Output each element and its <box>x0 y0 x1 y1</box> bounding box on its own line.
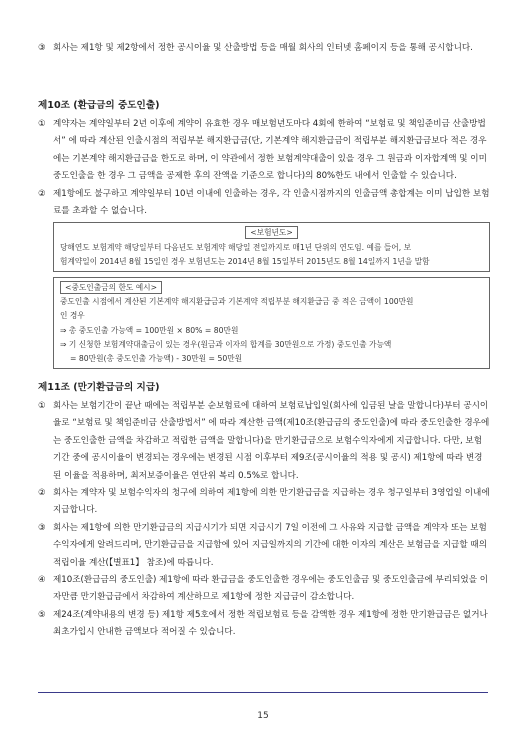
clause-number: ② <box>38 488 46 499</box>
clause-item <box>38 572 490 607</box>
clause-item <box>38 520 490 572</box>
box-line: 중도인출 시점에서 계산된 기본계약 해지환급금과 기본계약 적립부분 해지환급금 중 적은 금액이 100만원 <box>60 297 414 307</box>
box-line: 험계약일이 2014년 8월 15일인 경우 보험년도는 2014년 8월 15일부터 2015년도 8월 14일까지 1년을 말함 <box>60 256 430 266</box>
box-line: = 80만원(총 중도인출 가능액) - 30만원 = 50만원 <box>70 354 243 364</box>
box-line: 당해연도 보험계약 해당일부터 다음년도 보험계약 해당일 전일까지로 매1년 단위의 연도임. 예를 들어, 보 <box>60 242 412 252</box>
clause-text: 계약자는 계약일부터 2년 이후에 계약이 유효한 경우 매보험년도마다 4회에 한하여 “보험료 및 책임준비금 산출방법서” 에 따라 계산된 인출시점의 적립부분 해지환급금(단, 기본계약 해지환급금이 적립부분 해지환급금보다 적은 경우에는 기본계약 해지환급금을 한도로 하며, 이 약관에서 정한 보험계약대출이 있을 경우 그 원금과 이자합계액 및 이미 중도인출을 한 경우 그 금액을 공제한 후의 잔액을 기준으로 합니다)의 80%한도 내에서 인출할 수 있습니다. <box>53 119 487 182</box>
clause-item <box>38 40 490 57</box>
box-title: <보험년도> <box>245 226 298 239</box>
footer-divider <box>38 692 488 693</box>
clause-text: 제24조(계약내용의 변경 등) 제1항 제5호에서 정한 적립보험료 등을 감액한 경우 제1항에 정한 만기환급금은 없거나 최초가입시 안내한 금액보다 적어질 수 있습니다. <box>53 609 488 638</box>
clause-text: 제1항에도 불구하고 계약일부터 10년 이내에 인출하는 경우, 각 인출시점까지의 인출금액 총합계는 이미 납입한 보험료를 초과할 수 없습니다. <box>53 188 490 217</box>
box-line: ⇒ 총 중도인출 가능액 = 100만원 × 80% = 80만원 <box>60 325 239 335</box>
clause-text: 제10조(환급금의 중도인출) 제1항에 따라 환급금을 중도인출한 경우에는 중도인출금 및 중도인출금에 부리되었을 이자만큼 만기환급금에서 차감하여 계산하므로 제1항에 정한 지급금이 감소합니다. <box>53 575 489 603</box>
article-heading: 제10조 (환급금의 중도인출) <box>38 100 160 111</box>
clause-item <box>38 116 490 186</box>
clause-number: ③ <box>38 43 46 53</box>
clause-number: ⑤ <box>38 609 46 620</box>
clause-number: ④ <box>38 575 46 586</box>
box-title: <중도인출금의 한도 예시> <box>60 281 162 294</box>
info-box-withdrawal-limit <box>53 277 490 369</box>
article-heading: 제11조 (만기환급금의 지급) <box>38 382 160 393</box>
clause-text: 회사는 계약자 및 보험수익자의 청구에 의하여 제1항에 의한 만기환급금을 지급하는 경우 청구일부터 3영업일 이내에 지급합니다. <box>53 488 490 516</box>
clause-text: 회사는 보험기간이 끝난 때에는 적립부분 순보험료에 대하여 보험료납입일(회사에 입금된 날을 말합니다)부터 공시이율로 “보험료 및 책임준비금 산출방법서” 에 따라 계산한 금액(제10조(환급금의 중도인출)에 따라 중도인출한 경우에는 중도인출한 금액을 차감하고 적립한 금액을 말합니다)을 만기환급금으로 보험수익자에게 지급합니다. 다만, 보험기간 중에 공시이율이 변경되는 경우에는 변경된 시점 이후부터 제9조(공시이율의 적용 및 공시) 제1항에 따라 변경된 이율을 적용하며, 최저보증이율은 연단위 복리 0.5%로 합니다. <box>53 401 490 481</box>
box-line: ⇒ 기 신청한 보험계약대출금이 있는 경우(원금과 이자의 합계를 30만원으로 가정) 중도인출 가능액 <box>60 339 392 349</box>
clause-text: 회사는 제1항 및 제2항에서 정한 공시이율 및 산출방법 등을 매월 회사의 인터넷 홈페이지 등을 통해 공시합니다. <box>53 43 473 53</box>
clause-text: 회사는 제1항에 의한 만기환급금의 지급시기가 되면 지급시기 7일 이전에 그 사유와 지급할 금액을 계약자 또는 보험수익자에게 알려드리며, 만기환급금을 지급함에 있어 지급일까지의 기간에 대한 이자의 계산은 보험금을 지급할 때의 적립이율 계산(【별표1】 참조)에 따릅니다. <box>53 522 487 568</box>
clause-number: ① <box>38 401 46 411</box>
clause-number: ③ <box>38 522 46 533</box>
section-top <box>38 40 490 57</box>
box-line: 인 경우 <box>60 311 85 321</box>
page-number: 15 <box>257 711 269 721</box>
clause-item <box>38 186 490 221</box>
clause-number: ② <box>38 188 46 199</box>
clause-item <box>38 607 490 642</box>
clause-item <box>38 398 490 485</box>
article-10 <box>38 99 490 369</box>
article-11 <box>38 381 490 642</box>
clause-item <box>38 485 490 520</box>
clause-number: ① <box>38 119 46 129</box>
info-box-insurance-year <box>53 222 490 272</box>
